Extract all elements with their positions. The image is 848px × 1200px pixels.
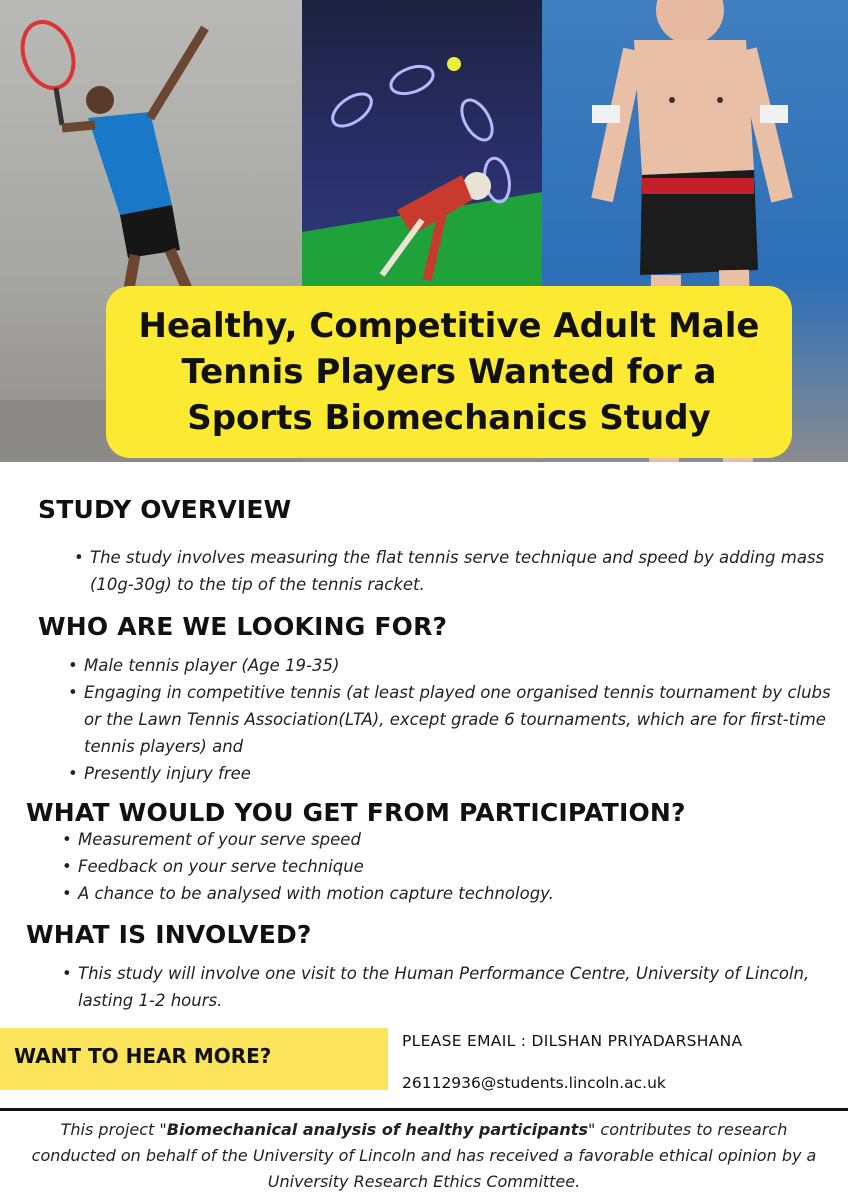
cta-banner (0, 1028, 388, 1090)
section-title-involved: WHAT IS INVOLVED? (26, 920, 312, 949)
motion-capture-render (302, 0, 542, 292)
email-label: PLEASE EMAIL : DILSHAN PRIYADARSHANA (402, 1032, 743, 1050)
headline-banner (106, 286, 792, 458)
list-item: • The study involves measuring the flat tennis serve technique and speed by adding mass (10g-30g) to the tip of the tennis racket. (74, 544, 834, 598)
involved-list (62, 960, 832, 1014)
skeleton-racket-illustration (302, 0, 542, 292)
looking-list (68, 652, 838, 787)
benefits-list (62, 826, 832, 907)
list-item: • Measurement of your serve speed (62, 826, 832, 853)
footer-pre: This project " (60, 1120, 167, 1139)
footer-text (26, 1117, 822, 1195)
email-address[interactable]: 26112936@students.lincoln.ac.uk (402, 1074, 666, 1092)
headline-text: Healthy, Competitive Adult Male Tennis Players Wanted for a Sports Biomechanics Study (138, 306, 760, 438)
overview-list (74, 544, 834, 598)
list-item: • Male tennis player (Age 19-35) (68, 652, 838, 679)
list-item: • Feedback on your serve technique (62, 853, 832, 880)
cta-label: WANT TO HEAR MORE? (14, 1044, 272, 1068)
footer-post: " contributes to research conducted on behalf of the University of Lincoln and has received a favorable ethical opinion by a University Research Ethics Committee. (31, 1120, 817, 1191)
section-title-overview: STUDY OVERVIEW (38, 495, 292, 524)
footer-project-title: Biomechanical analysis of healthy participants (166, 1120, 588, 1139)
hero-banner (0, 0, 848, 462)
section-title-benefits: WHAT WOULD YOU GET FROM PARTICIPATION? (26, 798, 686, 827)
section-title-looking: WHO ARE WE LOOKING FOR? (38, 612, 448, 641)
list-item: • This study will involve one visit to the Human Performance Centre, University of Lincoln, lasting 1-2 hours. (62, 960, 832, 1014)
list-item: • Presently injury free (68, 760, 838, 787)
list-item: • A chance to be analysed with motion capture technology. (62, 880, 832, 907)
footer-disclaimer (0, 1108, 848, 1200)
list-item: • Engaging in competitive tennis (at least played one organised tennis tournament by clubs or the Lawn Tennis Association(LTA), except grade 6 tournaments, which are for first-time tennis players) and (68, 679, 838, 760)
